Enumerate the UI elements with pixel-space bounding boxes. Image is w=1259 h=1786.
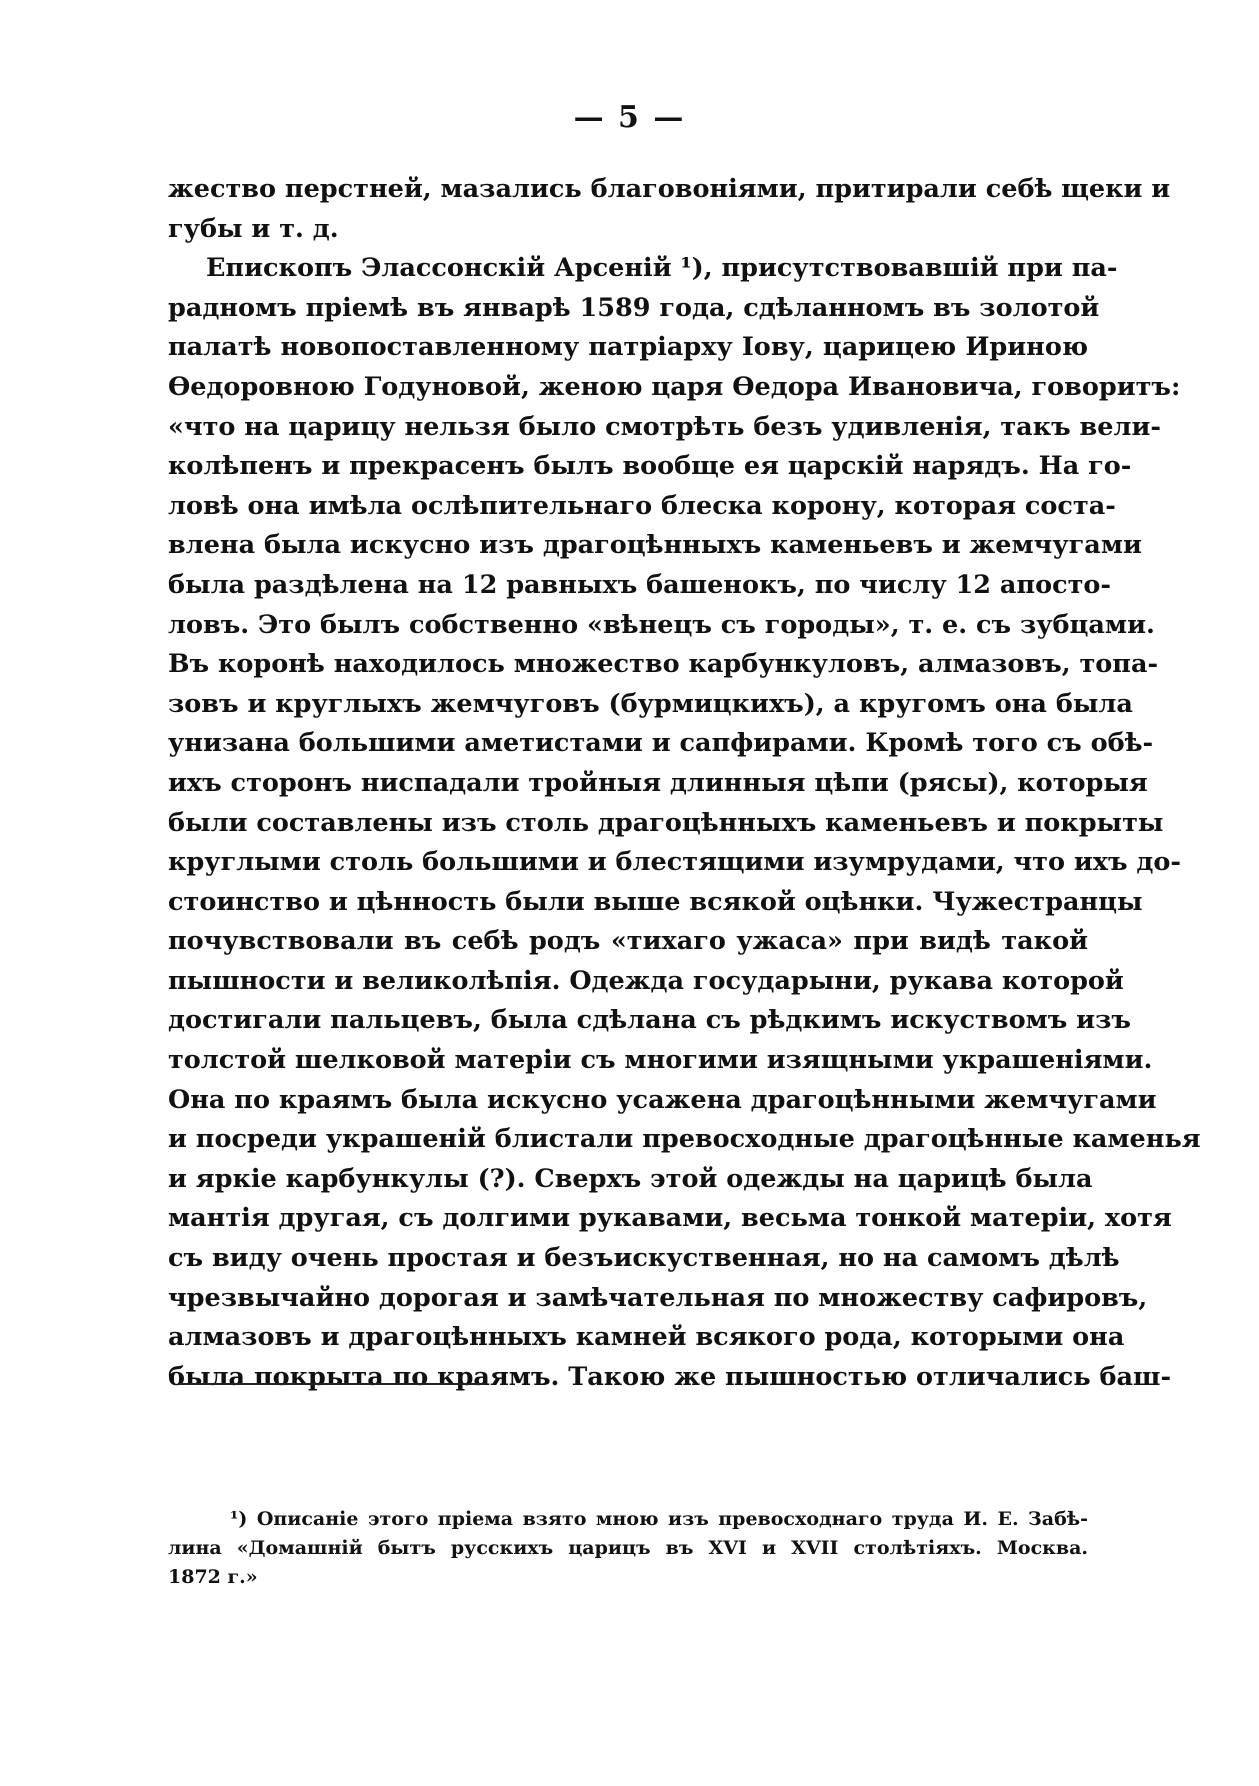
text-line: толстой шелковой матеріи съ многими изящными украшеніями. bbox=[168, 1045, 1153, 1076]
footnote-line: лина «Домашній бытъ русскихъ царицъ въ XVI и XVII столѣтіяхъ. Москва. bbox=[168, 1537, 1088, 1559]
footnote-divider bbox=[180, 1383, 486, 1385]
text-line: мантія другая, съ долгими рукавами, весьма тонкой матеріи, хотя bbox=[168, 1203, 1172, 1234]
text-line: Она по краямъ была искусно усажена драгоцѣнными жемчугами bbox=[168, 1084, 1157, 1115]
body-text bbox=[168, 170, 1201, 1397]
text-line: губы и т. д. bbox=[168, 213, 339, 244]
text-line: чрезвычайно дорогая и замѣчательная по множеству сафировъ, bbox=[168, 1282, 1148, 1313]
text-line: стоинство и цѣнность были выше всякой оцѣнки. Чужестранцы bbox=[168, 886, 1143, 917]
text-line: зовъ и круглыхъ жемчуговъ (бурмицкихъ), а кругомъ она была bbox=[168, 688, 1133, 719]
page-number: — 5 — bbox=[573, 100, 686, 135]
text-line: колѣпенъ и прекрасенъ былъ вообще ея царскій нарядъ. На го- bbox=[168, 451, 1132, 482]
text-line: влена была искусно изъ драгоцѣнныхъ каменьевъ и жемчугами bbox=[168, 530, 1142, 561]
text-line: ловъ. Это былъ собственно «вѣнецъ съ городы», т. е. съ зубцами. bbox=[168, 609, 1155, 640]
text-line: Въ коронѣ находилось множество карбункуловъ, алмазовъ, топа- bbox=[168, 649, 1159, 680]
text-line: съ виду очень простая и безъискуственная, но на самомъ дѣлѣ bbox=[168, 1243, 1120, 1274]
footnote-line: ¹) Описаніе этого пріема взято мною изъ превосходнаго труда И. Е. Забѣ- bbox=[230, 1508, 1088, 1530]
text-line: радномъ пріемѣ въ январѣ 1589 года, сдѣланномъ въ золотой bbox=[168, 292, 1100, 323]
text-line: пышности и великолѣпія. Одежда государыни, рукава которой bbox=[168, 965, 1124, 996]
text-line: круглыми столь большими и блестящими изумрудами, что ихъ до- bbox=[168, 847, 1182, 878]
text-line: унизана большими аметистами и сапфирами. Кромѣ того съ обѣ- bbox=[168, 728, 1154, 759]
text-line: Епископъ Элассонскій Арсеній ¹), присутствовавшій при па- bbox=[206, 253, 1118, 284]
text-line: алмазовъ и драгоцѣнныхъ камней всякого рода, которыми она bbox=[168, 1322, 1125, 1353]
text-line: палатѣ новопоставленному патріарху Іову, царицею Ириною bbox=[168, 332, 1088, 363]
text-line: достигали пальцевъ, была сдѣлана съ рѣдкимъ искуствомъ изъ bbox=[168, 1005, 1131, 1036]
text-line: «что на царицу нельзя было смотрѣть безъ удивленія, такъ вели- bbox=[168, 411, 1161, 442]
text-line: жество перстней, мазались благовоніями, притирали себѣ щеки и bbox=[168, 174, 1171, 204]
text-line: Ѳедоровною Годуновой, женою царя Ѳедора Ивановича, говоритъ: bbox=[168, 371, 1181, 402]
text-line: была покрыта по краямъ. Такою же пышностью отличались баш- bbox=[168, 1361, 1172, 1392]
text-line: ихъ сторонъ ниспадали тройныя длинныя цѣпи (рясы), которыя bbox=[168, 767, 1148, 798]
footnote bbox=[168, 1505, 1088, 1592]
text-line: ловѣ она имѣла ослѣпительнаго блеска корону, которая соста- bbox=[168, 490, 1116, 521]
footnote-line: 1872 г.» bbox=[168, 1566, 258, 1588]
text-line: и яркіе карбункулы (?). Сверхъ этой одежды на царицѣ была bbox=[168, 1163, 1093, 1194]
text-line: была раздѣлена на 12 равныхъ башенокъ, по числу 12 апосто- bbox=[168, 569, 1112, 600]
text-line: были составлены изъ столь драгоцѣнныхъ каменьевъ и покрыты bbox=[168, 807, 1164, 838]
text-line: почувствовали въ себѣ родъ «тихаго ужаса» при видѣ такой bbox=[168, 926, 1088, 957]
text-line: и посреди украшеній блистали превосходные драгоцѣнные каменья bbox=[168, 1124, 1201, 1155]
